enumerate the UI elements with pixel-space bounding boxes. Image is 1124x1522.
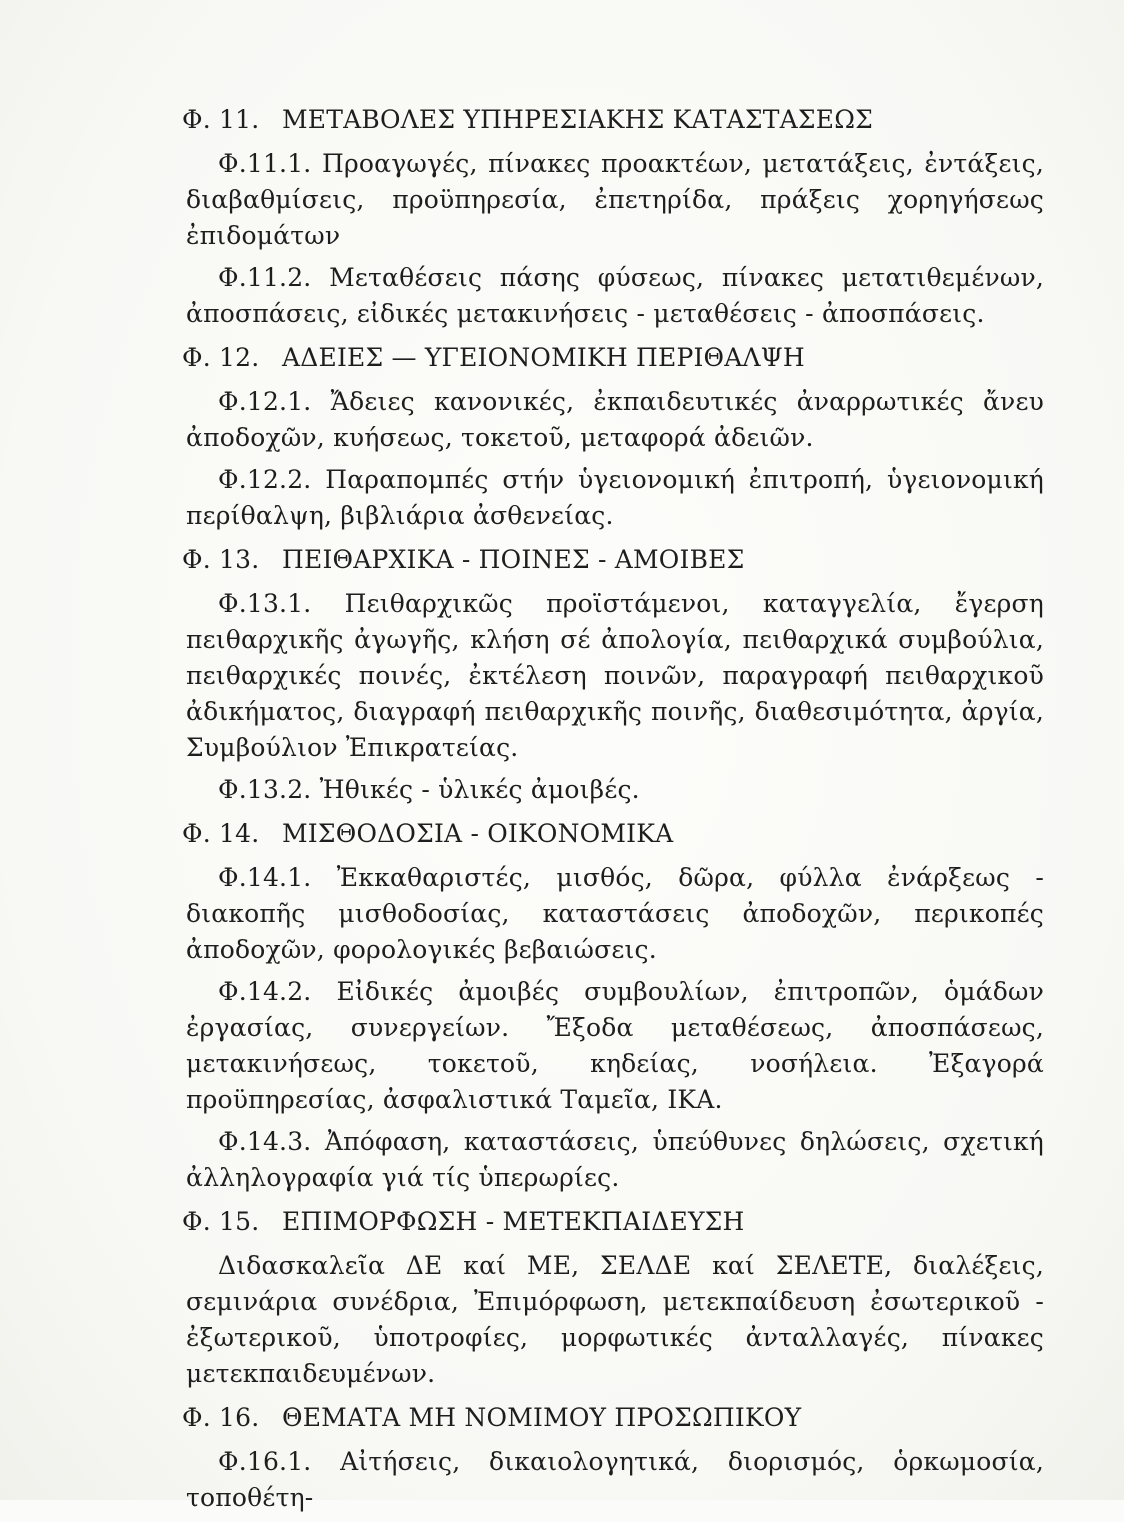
paragraph-14-3: Φ.14.3. Ἀπόφαση, καταστάσεις, ὑπεύθυνες δηλώσεις, σχετική ἀλληλογραφία γιά τίς ὑπερωρίες. [186, 1127, 1044, 1192]
paragraph-13-1: Φ.13.1. Πειθαρχικῶς προϊστάμενοι, καταγγελία, ἔγερση πειθαρχικῆς ἀγωγῆς, κλήση σέ ἀπολογία, πειθαρχικά συμβούλια, πειθαρχικές ποινές, ἐκτέλεση ποινῶν, παραγραφή πειθαρχικοῦ ἀδικήματος, διαγραφή πειθαρχικῆς ποινῆς, διαθεσιμότητα, ἀργία, Συμβούλιον Ἐπικρατείας. [186, 589, 1044, 762]
section-code: Φ. 14. [182, 819, 260, 848]
section-code: Φ. 13. [182, 545, 260, 574]
section-title: ΕΠΙΜΟΡΦΩΣΗ - ΜΕΤΕΚΠΑΙΔΕΥΣΗ [282, 1207, 745, 1236]
section-code: Φ. 11. [182, 105, 260, 134]
section-title: ΠΕΙΘΑΡΧΙΚΑ - ΠΟΙΝΕΣ - ΑΜΟΙΒΕΣ [282, 545, 745, 574]
paragraph-12-2: Φ.12.2. Παραπομπές στήν ὑγειονομική ἐπιτροπή, ὑγειονομική περίθαλψη, βιβλιάρια ἀσθενείας. [186, 465, 1044, 530]
section-heading-13 [182, 540, 1044, 580]
paragraph-11-2: Φ.11.2. Μεταθέσεις πάσης φύσεως, πίνακες μετατιθεμένων, ἀποσπάσεις, εἰδικές μετακινήσεις - μεταθέσεις - ἀποσπάσεις. [186, 263, 1044, 328]
paragraph-16-1: Φ.16.1. Αἰτήσεις, δικαιολογητικά, διορισμός, ὁρκωμοσία, τοποθέτη- [186, 1447, 1044, 1512]
paragraph-12-1: Φ.12.1. Ἄδειες κανονικές, ἐκπαιδευτικές ἀναρρωτικές ἄνευ ἀποδοχῶν, κυήσεως, τοκετοῦ, μεταφορά ἀδειῶν. [186, 387, 1044, 452]
document-body [182, 100, 1044, 1522]
section-heading-11 [182, 100, 1044, 140]
paragraph-13-2: Φ.13.2. Ἠθικές - ὑλικές ἀμοιβές. [218, 775, 640, 804]
section-title: ΘΕΜΑΤΑ ΜΗ ΝΟΜΙΜΟΥ ΠΡΟΣΩΠΙΚΟΥ [282, 1403, 802, 1432]
section-title: ΜΙΣΘΟΔΟΣΙΑ - ΟΙΚΟΝΟΜΙΚΑ [282, 819, 674, 848]
section-code: Φ. 15. [182, 1207, 260, 1236]
section-heading-12 [182, 338, 1044, 378]
section-title: ΜΕΤΑΒΟΛΕΣ ΥΠΗΡΕΣΙΑΚΗΣ ΚΑΤΑΣΤΑΣΕΩΣ [282, 105, 874, 134]
section-code: Φ. 16. [182, 1403, 260, 1432]
paragraph-11-1: Φ.11.1. Προαγωγές, πίνακες προακτέων, μετατάξεις, ἐντάξεις, διαβαθμίσεις, προϋπηρεσία, ἐπετηρίδα, πράξεις χορηγήσεως ἐπιδομάτων [186, 149, 1044, 250]
section-title: ΑΔΕΙΕΣ — ΥΓΕΙΟΝΟΜΙΚΗ ΠΕΡΙΘΑΛΨΗ [282, 343, 805, 372]
section-heading-16 [182, 1398, 1044, 1438]
paragraph-14-1: Φ.14.1. Ἐκκαθαριστές, μισθός, δῶρα, φύλλα ἐνάρξεως - διακοπῆς μισθοδοσίας, καταστάσεις ἀποδοχῶν, περικοπές ἀποδοχῶν, φορολογικές βεβαιώσεις. [186, 863, 1044, 964]
paragraph-14-2: Φ.14.2. Εἰδικές ἀμοιβές συμβουλίων, ἐπιτροπῶν, ὁμάδων ἐργασίας, συνεργείων. Ἔξοδα μεταθέσεως, ἀποσπάσεως, μετακινήσεως, τοκετοῦ, κηδείας, νοσήλεια. Ἐξαγορά προϋπηρεσίας, ἀσφαλιστικά Ταμεῖα, ΙΚΑ. [186, 977, 1044, 1114]
section-heading-15 [182, 1202, 1044, 1242]
section-code: Φ. 12. [182, 343, 260, 372]
paragraph-15: Διδασκαλεῖα ΔΕ καί ΜΕ, ΣΕΛΔΕ καί ΣΕΛΕΤΕ, διαλέξεις, σεμινάρια συνέδρια, Ἐπιμόρφωση, μετεκπαίδευση ἐσωτερικοῦ - ἐξωτερικοῦ, ὑποτροφίες, μορφωτικές ἀνταλλαγές, πίνακες μετεκπαιδευμένων. [186, 1251, 1044, 1388]
section-heading-14 [182, 814, 1044, 854]
